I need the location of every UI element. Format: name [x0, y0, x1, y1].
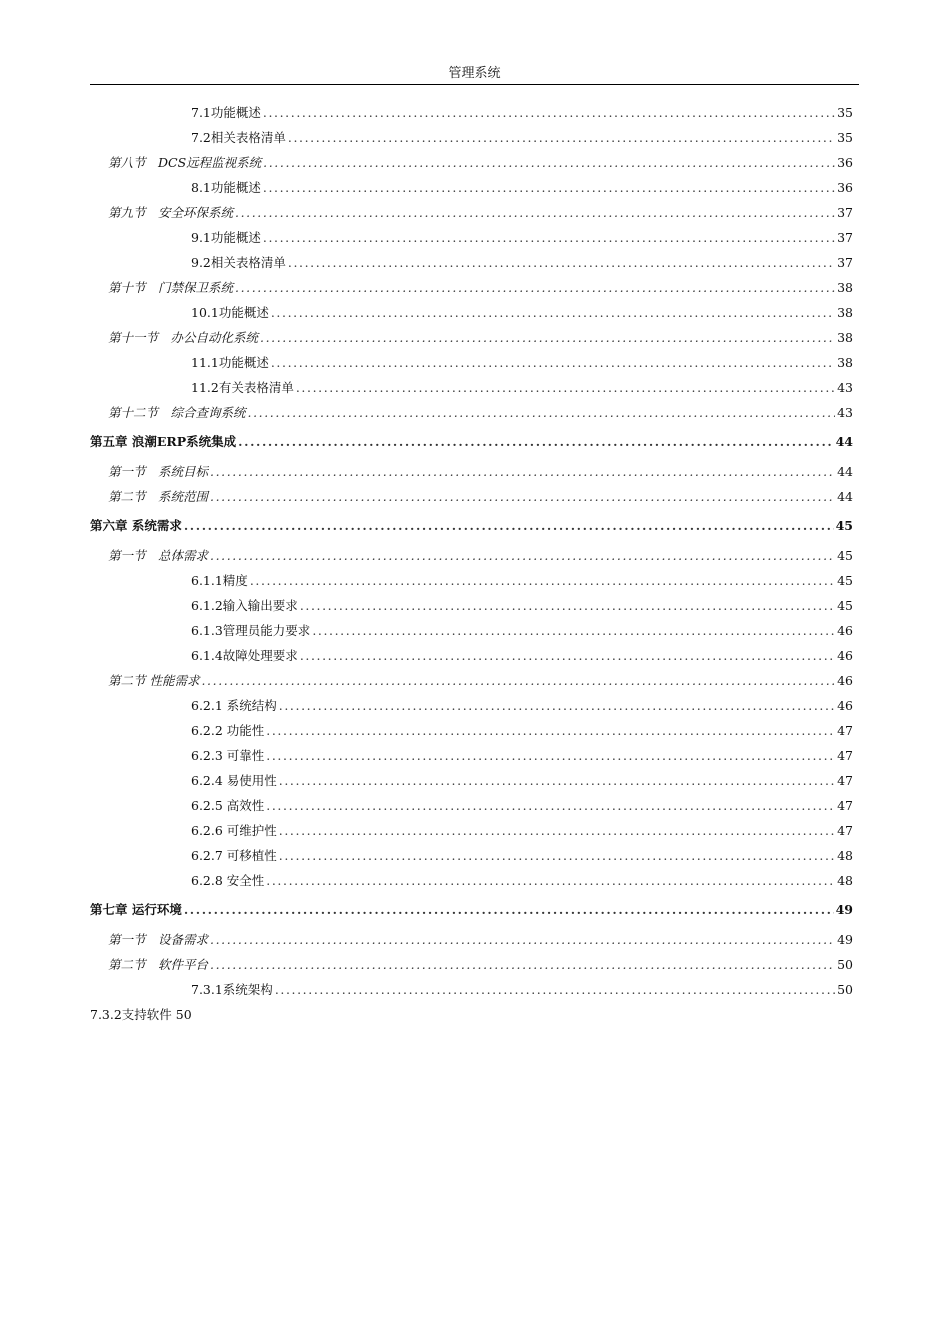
toc-dot-leader: [266, 793, 835, 818]
toc-entry-level3[interactable]: [90, 643, 853, 668]
toc-dot-leader: [201, 668, 835, 693]
toc-entry-level2[interactable]: [90, 150, 853, 175]
toc-entry-page-number: 38: [837, 355, 853, 370]
toc-dot-leader: [210, 927, 835, 952]
toc-dot-leader: [300, 643, 835, 668]
toc-entry-label: 6.2.1 系统结构: [191, 698, 277, 713]
toc-entry-label: 6.2.3 可靠性: [191, 748, 265, 763]
toc-entry-page-number: 44: [837, 489, 853, 504]
toc-entry-label: 6.1.4故障处理要求: [191, 648, 298, 663]
toc-entry-page-number: 47: [837, 798, 853, 813]
toc-entry-level3[interactable]: [90, 977, 853, 1002]
toc-entry-level3[interactable]: [90, 300, 853, 325]
toc-entry-page-number: 46: [837, 623, 853, 638]
toc-dot-leader: [235, 275, 835, 300]
toc-entry-level2[interactable]: [90, 275, 853, 300]
toc-entry-level1[interactable]: [90, 893, 853, 927]
toc-entry-page-number: 43: [837, 405, 853, 420]
toc-entry-level3[interactable]: [90, 100, 853, 125]
toc-entry-page-number: 38: [837, 330, 853, 345]
toc-dot-leader: [210, 484, 835, 509]
toc-dot-leader: [210, 459, 835, 484]
toc-dot-leader: [288, 125, 835, 150]
toc-entry-label: 6.1.1精度: [191, 573, 248, 588]
toc-entry-label: 6.2.4 易使用性: [191, 773, 277, 788]
toc-entry-label: 第一节 设备需求: [108, 932, 209, 947]
toc-entry-level2[interactable]: [90, 325, 853, 350]
toc-dot-leader: [266, 743, 835, 768]
toc-entry-page-number: 47: [837, 773, 853, 788]
toc-entry-page-number: 50: [837, 982, 853, 997]
toc-entry-label: 6.2.5 高效性: [191, 798, 265, 813]
toc-entry-level2[interactable]: [90, 484, 853, 509]
toc-entry-level3[interactable]: [90, 375, 853, 400]
toc-dot-leader: [275, 977, 835, 1002]
toc-entry-label: 第八节 DCS远程监视系统: [108, 155, 262, 170]
toc-dot-leader: [271, 350, 835, 375]
toc-entry-level3[interactable]: [90, 743, 853, 768]
toc-entry-page-number: 37: [837, 205, 853, 220]
toc-entry-level3[interactable]: [90, 868, 853, 893]
toc-dot-leader: [279, 768, 835, 793]
toc-entry-label: 第一节 总体需求: [108, 548, 209, 563]
toc-entry-page-number: 46: [837, 673, 853, 688]
toc-entry-page-number: 45: [837, 573, 853, 588]
toc-entry-label: 9.2相关表格清单: [191, 255, 286, 270]
toc-dot-leader: [248, 400, 836, 425]
toc-entry-label: 6.2.6 可维护性: [191, 823, 277, 838]
toc-dot-leader: [271, 300, 835, 325]
toc-dot-leader: [288, 250, 835, 275]
toc-entry-page-number: 35: [837, 105, 853, 120]
toc-entry-label: 7.2相关表格清单: [191, 130, 286, 145]
toc-entry-level1[interactable]: [90, 425, 853, 459]
toc-entry-page-number: 43: [837, 380, 853, 395]
toc-entry-page-number: 38: [837, 305, 853, 320]
toc-entry-label: 6.2.2 功能性: [191, 723, 265, 738]
toc-entry-page-number: 49: [837, 932, 853, 947]
toc-entry-page-number: 38: [837, 280, 853, 295]
toc-entry-label: 第二节 系统范围: [108, 489, 209, 504]
toc-entry-page-number: 44: [835, 434, 853, 449]
toc-entry-level2[interactable]: [90, 200, 853, 225]
toc-dot-leader: [296, 375, 835, 400]
toc-entry-page-number: 37: [837, 255, 853, 270]
toc-dot-leader: [279, 818, 835, 843]
toc-dot-leader: [210, 543, 835, 568]
toc-entry-level1[interactable]: [90, 509, 853, 543]
toc-entry-label: 11.2有关表格清单: [191, 380, 294, 395]
toc-entry-page-number: 50: [837, 957, 853, 972]
toc-entry-label: 第十一节 办公自动化系统: [108, 330, 259, 345]
toc-entry-label: 第五章 浪潮ERP系统集成: [90, 434, 237, 449]
toc-entry-label: 第十节 门禁保卫系统: [108, 280, 234, 295]
toc-entry-page-number: 48: [837, 848, 853, 863]
toc-entry-label: 第二节 性能需求: [108, 673, 200, 688]
toc-dot-leader: [263, 150, 835, 175]
toc-dot-leader: [266, 868, 835, 893]
toc-dot-leader: [260, 325, 835, 350]
toc-entry-label: 7.1功能概述: [191, 105, 261, 120]
toc-entry-level2[interactable]: [90, 668, 853, 693]
toc-entry-label: 第六章 系统需求: [90, 518, 182, 533]
toc-entry-label: 6.1.2输入输出要求: [191, 598, 298, 613]
toc-dot-leader: [263, 100, 835, 125]
toc-entry-level3[interactable]: [90, 568, 853, 593]
toc-dot-leader: [210, 952, 835, 977]
toc-entry-page-number: 46: [837, 648, 853, 663]
page-header-title: 管理系统: [448, 66, 501, 81]
toc-entry-page-number: 44: [837, 464, 853, 479]
toc-entry-label: 8.1功能概述: [191, 180, 261, 195]
toc-entry-page-number: 36: [837, 155, 853, 170]
toc-dot-leader: [238, 425, 833, 459]
toc-entry-level3[interactable]: [90, 175, 853, 200]
toc-entry-level3[interactable]: [90, 768, 853, 793]
toc-entry-level3[interactable]: [90, 125, 853, 150]
toc-entry-label: 第十二节 综合查询系统: [108, 405, 246, 420]
toc-entry-page-number: 36: [837, 180, 853, 195]
toc-dot-leader: [279, 843, 835, 868]
toc-entry-page-number: 45: [835, 518, 853, 533]
toc-dot-leader: [235, 200, 835, 225]
toc-entry-level3[interactable]: [90, 350, 853, 375]
toc-entry-page-number: 45: [837, 548, 853, 563]
toc-dot-leader: [184, 509, 834, 543]
toc-entry-label: 6.1.3管理员能力要求: [191, 623, 311, 638]
toc-entry-page-number: 47: [837, 723, 853, 738]
toc-entry-page-number: 35: [837, 130, 853, 145]
toc-entry-label: 11.1功能概述: [191, 355, 269, 370]
toc-entry-page-number: 46: [837, 698, 853, 713]
toc-dot-leader: [263, 175, 835, 200]
toc-entry-label: 7.3.1系统架构: [191, 982, 273, 997]
toc-entry-level3[interactable]: [90, 718, 853, 743]
toc-dot-leader: [184, 893, 834, 927]
toc-entry-label: 第二节 软件平台: [108, 957, 209, 972]
toc-entry-page-number: 45: [837, 598, 853, 613]
toc-dot-leader: [312, 618, 835, 643]
toc-dot-leader: [263, 225, 835, 250]
toc-entry-level2[interactable]: [90, 927, 853, 952]
toc-entry-level3[interactable]: [90, 618, 853, 643]
toc-dot-leader: [300, 593, 835, 618]
toc-entry-label: 6.2.8 安全性: [191, 873, 265, 888]
toc-entry-level3[interactable]: [90, 843, 853, 868]
toc-entry-level3[interactable]: [90, 250, 853, 275]
toc-entry-label: 6.2.7 可移植性: [191, 848, 277, 863]
toc-entry-level3[interactable]: [90, 818, 853, 843]
toc-entry-level3[interactable]: [90, 225, 853, 250]
toc-dot-leader: [279, 693, 835, 718]
toc-entry-label: 10.1功能概述: [191, 305, 269, 320]
toc-trailing-line: 7.3.2支持软件 50: [90, 1007, 192, 1022]
toc-entry-page-number: 47: [837, 823, 853, 838]
toc-entry-level3[interactable]: [90, 693, 853, 718]
toc-entry-level2[interactable]: [90, 543, 853, 568]
toc-entry-label: 第七章 运行环境: [90, 902, 182, 917]
toc-entry-page-number: 48: [837, 873, 853, 888]
toc-entry-level2[interactable]: [90, 459, 853, 484]
toc-entry-level3[interactable]: [90, 793, 853, 818]
toc-entry-page-number: 37: [837, 230, 853, 245]
toc-entry-label: 9.1功能概述: [191, 230, 261, 245]
page-header: [90, 64, 859, 85]
table-of-contents: [90, 100, 853, 1002]
toc-entry-label: 第九节 安全环保系统: [108, 205, 234, 220]
toc-dot-leader: [266, 718, 835, 743]
toc-entry-level2[interactable]: [90, 952, 853, 977]
toc-entry-level2[interactable]: [90, 400, 853, 425]
toc-entry-page-number: 49: [835, 902, 853, 917]
toc-entry-page-number: 47: [837, 748, 853, 763]
toc-entry-label: 第一节 系统目标: [108, 464, 209, 479]
toc-entry-level3[interactable]: [90, 593, 853, 618]
toc-dot-leader: [250, 568, 835, 593]
